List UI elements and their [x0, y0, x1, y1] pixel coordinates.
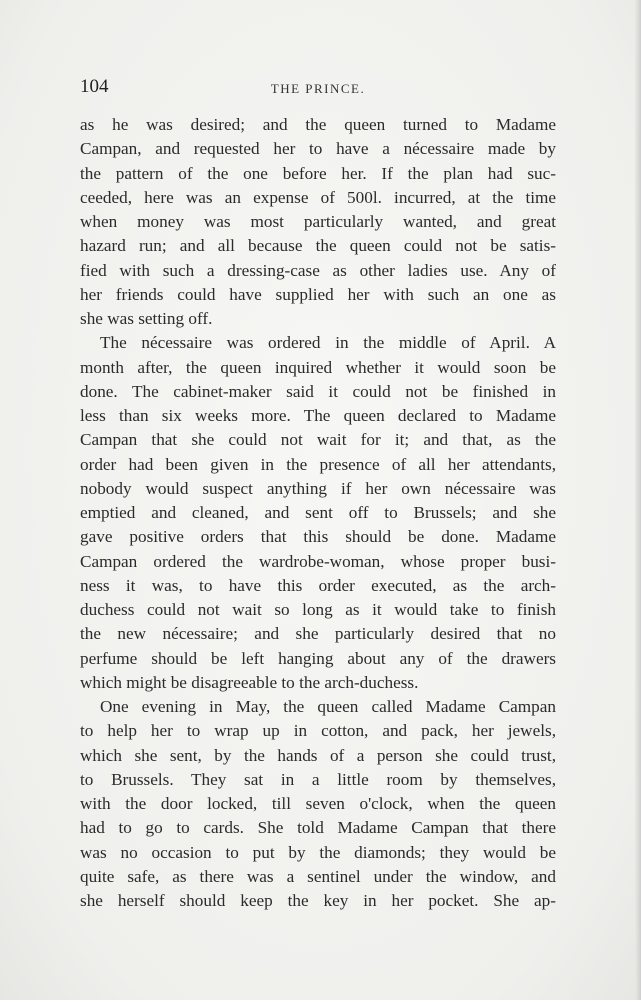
text-line: which might be disagreeable to the arch-duchess.: [80, 672, 419, 692]
text-line: she was setting off.: [80, 309, 213, 328]
text-line: less than six weeks more. The queen declared to Madame: [80, 406, 556, 425]
text-line: done. The cabinet-maker said it could not be finished in: [80, 381, 556, 401]
running-head: THE PRINCE.: [270, 81, 366, 96]
text-line: was no occasion to put by the diamonds; they would be: [80, 842, 556, 862]
text-line: had to go to cards. She told Madame Campan that there: [80, 818, 556, 838]
text-line: quite safe, as there was a sentinel under the window, and: [80, 866, 556, 886]
text-line: One evening in May, the queen called Madame Campan: [100, 697, 556, 716]
body-text: [80, 113, 556, 913]
text-line: nobody would suspect anything if her own nécessaire was: [80, 478, 556, 498]
text-line: The nécessaire was ordered in the middle of April. A: [100, 333, 556, 353]
text-line: duchess could not wait so long as it would take to finish: [80, 600, 556, 619]
text-line: Campan, and requested her to have a nécessaire made by: [80, 139, 556, 159]
text-line: month after, the queen inquired whether it would soon be: [80, 357, 556, 377]
text-line: she herself should keep the key in her pocket. She ap-: [80, 891, 556, 910]
text-line: her friends could have supplied her with such an one as: [80, 284, 556, 304]
page-edge: [635, 0, 641, 1000]
text-line: ceeded, here was an expense of 500l. incurred, at the time: [80, 187, 556, 207]
page-header: [80, 76, 556, 102]
text-line: the pattern of the one before her. If the plan had suc-: [80, 163, 556, 183]
text-line: fied with such a dressing-case as other ladies use. Any of: [80, 260, 556, 280]
text-line: Campan that she could not wait for it; and that, as the: [80, 430, 556, 450]
text-line: emptied and cleaned, and sent off to Brussels; and she: [80, 503, 556, 522]
page-number: 104: [80, 76, 109, 97]
text-line: to Brussels. They sat in a little room by themselves,: [80, 769, 556, 789]
text-line: when money was most particularly wanted, and great: [80, 212, 556, 231]
text-line: the new nécessaire; and she particularly desired that no: [80, 624, 556, 644]
text-line: order had been given in the presence of all her attendants,: [80, 454, 556, 474]
text-line: hazard run; and all because the queen could not be satis-: [80, 236, 556, 256]
text-line: which she sent, by the hands of a person she could trust,: [80, 745, 556, 765]
text-line: Campan ordered the wardrobe-woman, whose proper busi-: [80, 551, 556, 571]
text-line: with the door locked, till seven o'clock, when the queen: [80, 794, 556, 813]
text-line: to help her to wrap up in cotton, and pack, her jewels,: [80, 721, 556, 741]
text-line: gave positive orders that this should be done. Madame: [80, 527, 556, 547]
text-line: as he was desired; and the queen turned to Madame: [80, 115, 556, 134]
text-line: perfume should be left hanging about any of the drawers: [80, 648, 556, 668]
text-line: ness it was, to have this order executed, as the arch-: [80, 575, 556, 595]
